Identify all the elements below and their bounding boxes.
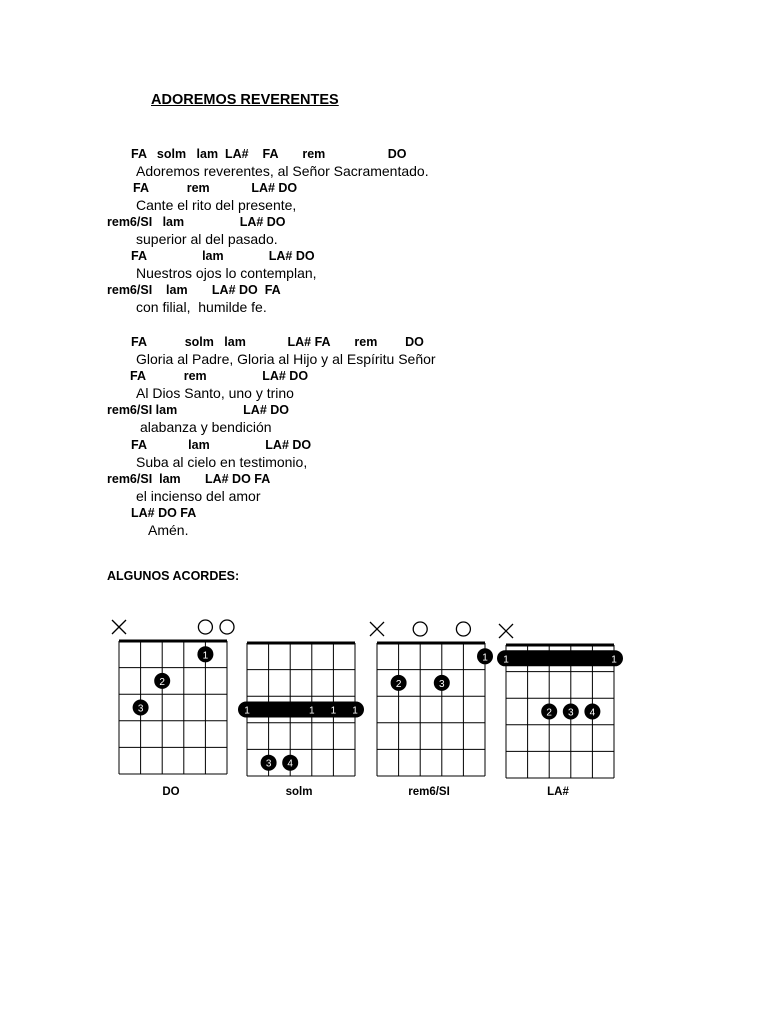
open-string-icon xyxy=(198,620,212,634)
chord-diagram-solm xyxy=(227,608,375,791)
lyric-line: Nuestros ojos lo contemplan, xyxy=(136,265,317,281)
chord-line: rem6/SI lam LA# DO FA xyxy=(107,472,271,486)
barre-bar xyxy=(238,702,364,718)
barre-finger-label: 1 xyxy=(244,705,250,717)
chord-line: FA rem LA# DO xyxy=(133,181,298,195)
chord-line: FA solm lam LA# FA rem DO xyxy=(131,147,407,161)
lyric-line: Cante el rito del presente, xyxy=(136,197,297,213)
song-title: ADOREMOS REVERENTES xyxy=(151,92,339,108)
barre-finger-label: 1 xyxy=(503,654,509,666)
barre-finger-label: 1 xyxy=(330,705,337,717)
chord-diagram-la- xyxy=(486,610,634,793)
finger-number: 4 xyxy=(589,707,596,719)
chord-diagram-do xyxy=(99,606,247,789)
lyric-line: Adoremos reverentes, al Señor Sacramentado. xyxy=(136,163,429,179)
finger-number: 3 xyxy=(439,678,445,690)
finger-number: 3 xyxy=(568,707,574,719)
barre-finger-label: 1 xyxy=(611,654,617,666)
finger-number: 1 xyxy=(482,652,488,664)
barre-finger-label: 1 xyxy=(309,705,315,717)
chord-line: rem6/SI lam LA# DO FA xyxy=(107,283,281,297)
barre-finger-label: 1 xyxy=(352,705,358,717)
lyric-line: Suba al cielo en testimonio, xyxy=(136,454,308,470)
open-string-icon xyxy=(413,622,427,636)
chord-line: FA solm lam LA# FA rem DO xyxy=(131,335,424,349)
chords-heading: ALGUNOS ACORDES: xyxy=(107,569,240,583)
finger-number: 2 xyxy=(159,676,165,688)
chord-diagram-rem6-si xyxy=(357,608,505,791)
lyric-line: superior al del pasado. xyxy=(136,231,278,247)
finger-number: 2 xyxy=(546,707,552,719)
finger-number: 3 xyxy=(265,758,272,770)
chord-name-label: solm xyxy=(285,786,313,798)
finger-number: 4 xyxy=(287,758,293,770)
chord-line: rem6/SI lam LA# DO xyxy=(107,403,290,417)
chord-name-label: LA# xyxy=(547,786,569,798)
lyric-line: Amén. xyxy=(148,522,189,538)
lyric-line: alabanza y bendición xyxy=(140,419,272,435)
chord-line: FA rem LA# DO xyxy=(130,369,309,383)
chord-line: FA lam LA# DO xyxy=(131,438,312,452)
chord-name-label: DO xyxy=(162,786,180,798)
chord-line: FA lam LA# DO xyxy=(131,249,315,263)
finger-number: 3 xyxy=(137,703,144,715)
lyric-line: Gloria al Padre, Gloria al Hijo y al Espíritu Señor xyxy=(136,351,436,367)
chord-line: rem6/SI lam LA# DO xyxy=(107,215,286,229)
open-string-icon xyxy=(456,622,470,636)
lyric-line: el incienso del amor xyxy=(136,488,261,504)
barre-bar xyxy=(497,650,623,666)
chord-name-label: rem6/SI xyxy=(408,786,450,798)
finger-number: 1 xyxy=(202,650,209,662)
chord-line: LA# DO FA xyxy=(131,506,197,520)
finger-number: 2 xyxy=(395,678,402,690)
lyric-line: Al Dios Santo, uno y trino xyxy=(136,385,294,401)
lyric-line: con filial, humilde fe. xyxy=(136,299,267,315)
